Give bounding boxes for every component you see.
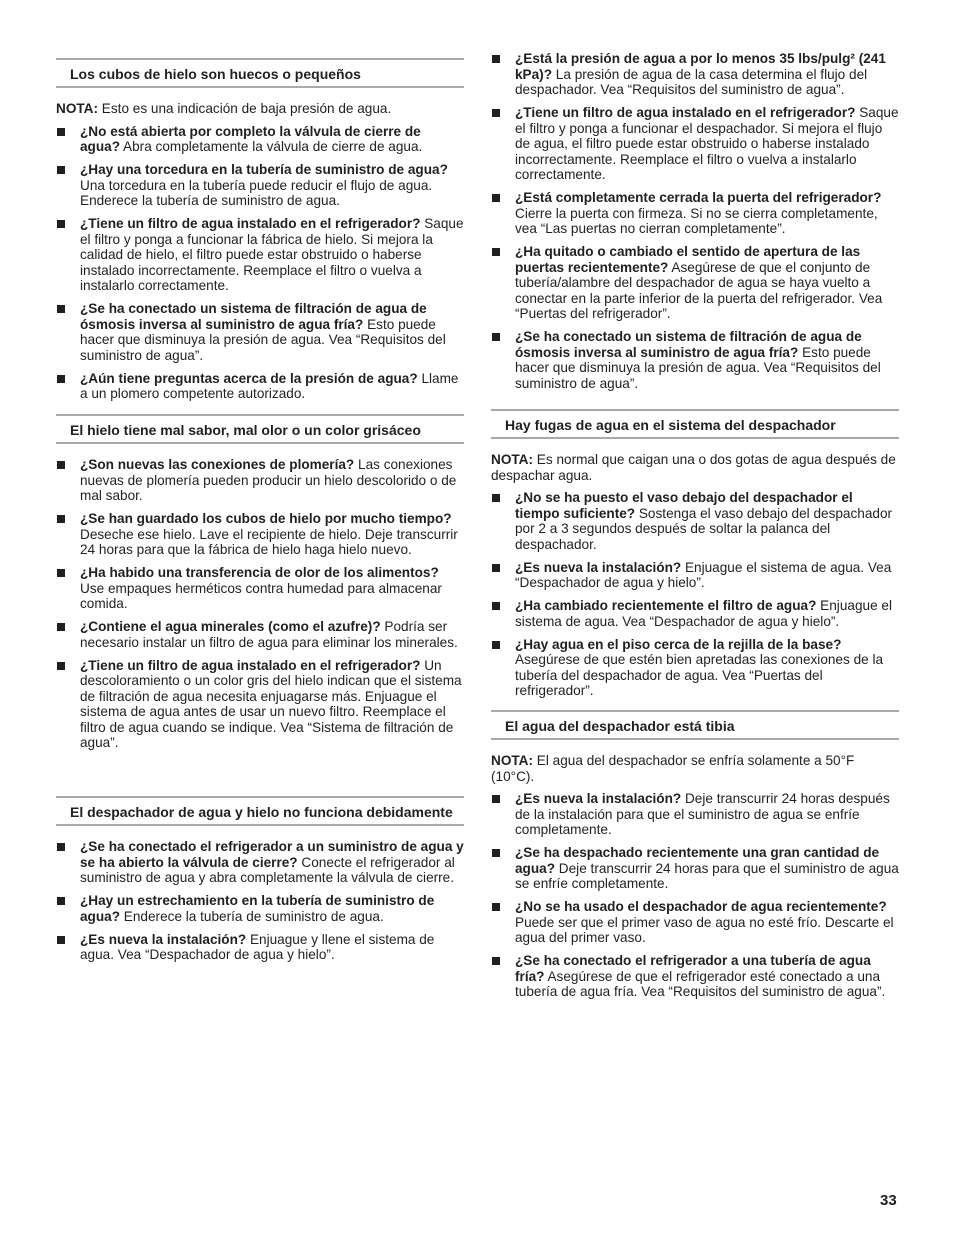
answer-text: Deje transcurrir 24 horas después de la instalación para que el suministro de agua se enfríe completamente. bbox=[515, 791, 890, 837]
list-item bbox=[491, 953, 899, 1000]
list-item bbox=[56, 619, 464, 650]
answer-text: Deseche ese hielo. Lave el recipiente de hielo. Deje transcurrir 24 horas para que la fábrica de hielo haga hielo nuevo. bbox=[80, 526, 458, 557]
list-item bbox=[491, 105, 899, 183]
square-bullet-icon bbox=[57, 305, 65, 313]
answer-text: Un descoloramiento o un color gris del hielo indican que el sistema de filtración de agua necesita enjuagarse más. Enjuague el sistema de agua antes de usar un nuevo filtro. Reemplace el filtro de agua cuando se indique. Vea “Sistema de filtración de agua”. bbox=[80, 657, 462, 750]
square-bullet-icon bbox=[57, 843, 65, 851]
question-text: ¿No se ha puesto el vaso debajo del despachador el tiempo suficiente? bbox=[515, 490, 853, 521]
answer-text: Asegúrese de que el conjunto de tubería/alambre del despachador de agua se haya vuelto a conectar en la parte inferior de la puerta del refrigerador. Vea “Puertas del refrigerador”. bbox=[515, 259, 883, 321]
troubleshooting-section bbox=[56, 414, 464, 758]
list-item bbox=[491, 899, 899, 946]
note-text: El agua del despachador se enfría solamente a 50°F (10°C). bbox=[491, 753, 855, 784]
question-text: ¿Contiene el agua minerales (como el azufre)? bbox=[80, 619, 381, 634]
answer-text: Saque el filtro y ponga a funcionar el despachador. Si mejora el flujo de agua, el filtro puede estar obstruido o haberse instalado incorrectamente. Reemplace el filtro o vuelva a instalarlo correctamente. bbox=[515, 105, 899, 182]
square-bullet-icon bbox=[57, 166, 65, 174]
square-bullet-icon bbox=[57, 515, 65, 523]
answer-text: Asegúrese de que el refrigerador esté conectado a una tubería de agua fría. Vea “Requisitos del suministro de agua”. bbox=[515, 968, 886, 999]
square-bullet-icon bbox=[492, 641, 500, 649]
question-text: ¿No está abierta por completo la válvula de cierre de agua? bbox=[80, 123, 421, 154]
note-paragraph bbox=[491, 753, 899, 784]
question-text: ¿Se han guardado los cubos de hielo por mucho tiempo? bbox=[80, 511, 452, 526]
square-bullet-icon bbox=[492, 849, 500, 857]
note-paragraph bbox=[491, 452, 899, 483]
list-item bbox=[56, 511, 464, 558]
section-heading: El despachador de agua y hielo no funciona debidamente bbox=[56, 796, 464, 826]
answer-text: Las conexiones nuevas de plomería pueden producir un hielo descolorido o de mal sabor. bbox=[80, 457, 457, 503]
section-heading: Hay fugas de agua en el sistema del despachador bbox=[491, 409, 899, 439]
question-text: ¿Está completamente cerrada la puerta del refrigerador? bbox=[515, 190, 882, 205]
question-text: ¿Ha habido una transferencia de olor de los alimentos? bbox=[80, 565, 439, 580]
troubleshooting-section bbox=[491, 51, 899, 399]
answer-text: Sostenga el vaso debajo del despachador por 2 a 3 segundos después de soltar la palanca del despachador. bbox=[515, 505, 893, 552]
list-item bbox=[491, 598, 899, 629]
question-text: ¿Tiene un filtro de agua instalado en el refrigerador? bbox=[515, 105, 856, 120]
answer-text: Conecte el refrigerador al suministro de agua y abra completamente la válvula de cierre. bbox=[80, 854, 455, 885]
question-text: ¿Ha quitado o cambiado el sentido de apertura de las puertas recientemente? bbox=[515, 244, 861, 275]
square-bullet-icon bbox=[492, 494, 500, 502]
question-list bbox=[491, 791, 899, 1000]
section-heading: El agua del despachador está tibia bbox=[491, 710, 899, 740]
troubleshooting-section bbox=[491, 409, 899, 706]
note-label: NOTA: bbox=[491, 452, 534, 467]
question-text: ¿Se ha conectado un sistema de filtración de agua de ósmosis inversa al suministro de agua fría? bbox=[515, 329, 862, 360]
note-label: NOTA: bbox=[491, 753, 534, 768]
section-heading: El hielo tiene mal sabor, mal olor o un color grisáceo bbox=[56, 414, 464, 444]
square-bullet-icon bbox=[492, 602, 500, 610]
answer-text: Una torcedura en la tubería puede reducir el flujo de agua. Enderece la tubería de suministro de agua. bbox=[80, 177, 433, 208]
square-bullet-icon bbox=[57, 623, 65, 631]
question-text: ¿Hay agua en el piso cerca de la rejilla de la base? bbox=[515, 636, 842, 652]
answer-text: Enjuague el sistema de agua. Vea “Despachador de agua y hielo”. bbox=[515, 559, 892, 590]
question-text: ¿Es nueva la instalación? bbox=[515, 791, 682, 806]
note-paragraph bbox=[56, 101, 464, 117]
question-text: ¿Está la presión de agua a por lo menos 35 lbs/pulg² (241 kPa)? bbox=[515, 51, 886, 82]
answer-text: Puede ser que el primer vaso de agua no esté frío. Descarte el agua del primer vaso. bbox=[515, 914, 894, 945]
question-text: ¿Es nueva la instalación? bbox=[80, 931, 247, 947]
answer-text: Enderece la tubería de suministro de agua. bbox=[120, 908, 384, 924]
question-text: ¿Se ha conectado un sistema de filtración de agua de ósmosis inversa al suministro de agua fría? bbox=[80, 301, 427, 332]
answer-text: Enjuague el sistema de agua. Vea “Despachador de agua y hielo”. bbox=[515, 598, 892, 629]
question-text: ¿No se ha usado el despachador de agua recientemente? bbox=[515, 899, 887, 914]
question-list bbox=[491, 51, 899, 391]
square-bullet-icon bbox=[492, 194, 500, 202]
troubleshooting-section bbox=[56, 796, 464, 970]
note-text: Esto es una indicación de baja presión de agua. bbox=[98, 101, 392, 116]
list-item bbox=[491, 490, 899, 552]
square-bullet-icon bbox=[492, 795, 500, 803]
list-item bbox=[56, 301, 464, 363]
answer-text: Enjuague y llene el sistema de agua. Vea “Despachador de agua y hielo”. bbox=[80, 931, 435, 962]
answer-text: Cierre la puerta con firmeza. Si no se cierra completamente, vea “Las puertas no cierran completamente”. bbox=[515, 205, 878, 236]
list-item bbox=[56, 932, 464, 963]
answer-text: Abra completamente la válvula de cierre de agua. bbox=[120, 139, 423, 154]
list-item bbox=[56, 371, 464, 402]
square-bullet-icon bbox=[57, 375, 65, 383]
question-text: ¿Hay una torcedura en la tubería de suministro de agua? bbox=[80, 162, 448, 177]
question-text: ¿Es nueva la instalación? bbox=[515, 559, 682, 575]
question-text: ¿Tiene un filtro de agua instalado en el refrigerador? bbox=[80, 657, 421, 673]
square-bullet-icon bbox=[57, 569, 65, 577]
question-text: ¿Aún tiene preguntas acerca de la presión de agua? bbox=[80, 370, 418, 386]
square-bullet-icon bbox=[492, 903, 500, 911]
question-text: ¿Se ha despachado recientemente una gran cantidad de agua? bbox=[515, 845, 880, 876]
troubleshooting-section bbox=[56, 58, 464, 409]
question-text: ¿Se ha conectado el refrigerador a un suministro de agua y se ha abierto la válvula de cierre? bbox=[80, 839, 464, 870]
question-text: ¿Hay un estrechamiento en la tubería de suministro de agua? bbox=[80, 893, 435, 924]
square-bullet-icon bbox=[57, 461, 65, 469]
answer-text: Asegúrese de que estén bien apretadas las conexiones de la tubería del despachador de agua. Vea “Puertas del refrigerador”. bbox=[515, 652, 884, 698]
question-list bbox=[56, 839, 464, 963]
question-list bbox=[56, 124, 464, 402]
square-bullet-icon bbox=[492, 109, 500, 117]
square-bullet-icon bbox=[57, 897, 65, 905]
answer-text: Esto puede hacer que disminuya la presión de agua. Vea “Requisitos del suministro de agua”. bbox=[80, 316, 446, 363]
question-text: ¿Son nuevas las conexiones de plomería? bbox=[80, 457, 355, 472]
list-item bbox=[56, 565, 464, 612]
note-text: Es normal que caigan una o dos gotas de agua después de despachar agua. bbox=[491, 452, 896, 483]
answer-text: Podría ser necesario instalar un filtro de agua para eliminar los minerales. bbox=[80, 619, 458, 650]
square-bullet-icon bbox=[57, 220, 65, 228]
answer-text: Saque el filtro y ponga a funcionar la fábrica de hielo. Si mejora la calidad de hielo, el filtro puede estar obstruido o haberse instalado incorrectamente. Reemplace el filtro o vuelva a instalarlo correctamente. bbox=[80, 216, 464, 293]
list-item bbox=[56, 457, 464, 504]
list-item bbox=[491, 560, 899, 591]
list-item bbox=[56, 893, 464, 924]
list-item bbox=[491, 845, 899, 892]
page-number: 33 bbox=[880, 1192, 897, 1209]
list-item bbox=[56, 658, 464, 751]
list-item bbox=[56, 216, 464, 294]
list-item bbox=[491, 190, 899, 237]
list-item bbox=[491, 329, 899, 391]
answer-text: Deje transcurrir 24 horas para que el suministro de agua se enfríe completamente. bbox=[515, 860, 899, 891]
list-item bbox=[56, 124, 464, 155]
answer-text: Llame a un plomero competente autorizado. bbox=[80, 370, 459, 401]
square-bullet-icon bbox=[57, 936, 65, 944]
square-bullet-icon bbox=[492, 55, 500, 63]
square-bullet-icon bbox=[492, 564, 500, 572]
troubleshooting-section bbox=[491, 710, 899, 1007]
answer-text: La presión de agua de la casa determina el flujo del despachador. Vea “Requisitos del suministro de agua”. bbox=[515, 66, 868, 97]
list-item bbox=[56, 839, 464, 886]
question-text: ¿Se ha conectado el refrigerador a una tubería de agua fría? bbox=[515, 953, 871, 984]
list-item bbox=[491, 244, 899, 322]
list-item bbox=[491, 791, 899, 838]
square-bullet-icon bbox=[57, 662, 65, 670]
square-bullet-icon bbox=[57, 128, 65, 136]
note-label: NOTA: bbox=[56, 101, 99, 116]
list-item bbox=[491, 51, 899, 98]
square-bullet-icon bbox=[492, 957, 500, 965]
question-text: ¿Tiene un filtro de agua instalado en el refrigerador? bbox=[80, 216, 421, 231]
list-item bbox=[56, 162, 464, 209]
list-item bbox=[491, 637, 899, 699]
square-bullet-icon bbox=[492, 333, 500, 341]
answer-text: Esto puede hacer que disminuya la presión de agua. Vea “Requisitos del suministro de agua”. bbox=[515, 344, 881, 391]
question-text: ¿Ha cambiado recientemente el filtro de agua? bbox=[515, 598, 817, 613]
question-list bbox=[491, 490, 899, 699]
section-heading: Los cubos de hielo son huecos o pequeños bbox=[56, 58, 464, 88]
question-list bbox=[56, 457, 464, 751]
answer-text: Use empaques herméticos contra humedad para almacenar comida. bbox=[80, 580, 442, 611]
square-bullet-icon bbox=[492, 248, 500, 256]
